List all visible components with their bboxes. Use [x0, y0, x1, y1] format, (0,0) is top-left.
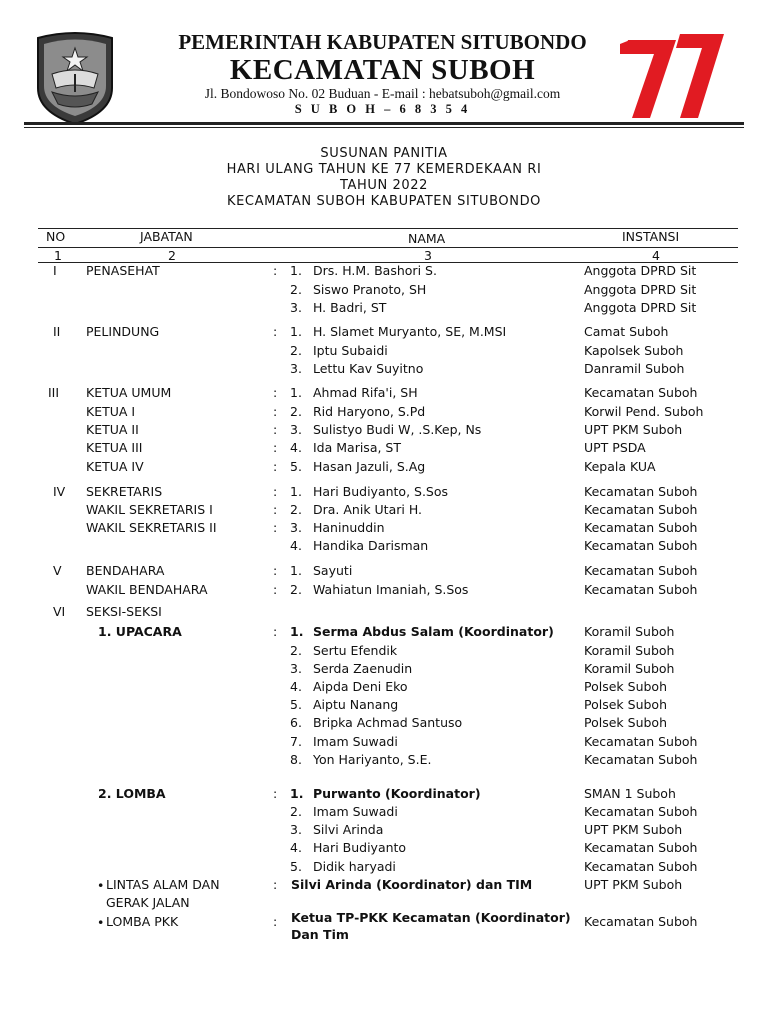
header-government: PEMERINTAH KABUPATEN SITUBONDO: [178, 30, 587, 54]
row-no: IV: [53, 484, 66, 499]
row-number: 4.: [290, 840, 302, 855]
emblem-icon: [34, 30, 116, 126]
row-nama: Ida Marisa, ST: [313, 440, 402, 455]
colon: :: [273, 385, 278, 400]
row-jabatan: WAKIL SEKRETARIS I: [86, 502, 213, 517]
row-nama: Aipda Deni Eko: [313, 679, 408, 694]
colon: :: [273, 263, 278, 278]
colon: :: [273, 484, 278, 499]
nama-lomba-pkk-2: Dan Tim: [291, 927, 349, 942]
row-nama: Hasan Jazuli, S.Ag: [313, 459, 426, 474]
header-rule-thin: [24, 127, 744, 128]
row-jabatan: KETUA IV: [86, 459, 144, 474]
row-number: 1.: [290, 324, 302, 339]
row-instansi: Koramil Suboh: [584, 624, 675, 639]
row-instansi: Polsek Suboh: [584, 697, 667, 712]
row-instansi: Kecamatan Suboh: [584, 582, 698, 597]
row-instansi: Kecamatan Suboh: [584, 734, 698, 749]
row-jabatan: PENASEHAT: [86, 263, 160, 278]
row-nama: Yon Hariyanto, S.E.: [313, 752, 432, 767]
row-instansi: Koramil Suboh: [584, 643, 675, 658]
row-no: VI: [53, 604, 66, 619]
row-nama: Haninuddin: [313, 520, 385, 535]
row-number: 1.: [290, 484, 302, 499]
row-nama: Aiptu Nanang: [313, 697, 399, 712]
row-number: 1.: [290, 624, 304, 639]
row-nama: Wahiatun Imaniah, S.Sos: [313, 582, 469, 597]
row-number: 2.: [290, 404, 302, 419]
row-nama: Hari Budiyanto: [313, 840, 407, 855]
row-instansi: Kapolsek Suboh: [584, 343, 684, 358]
header-no: NO: [46, 229, 66, 244]
jabatan-gerak-jalan: GERAK JALAN: [106, 895, 190, 910]
row-instansi: Kepala KUA: [584, 459, 656, 474]
colon: :: [273, 324, 278, 339]
instansi-lomba-pkk: Kecamatan Suboh: [584, 914, 698, 929]
row-instansi: Anggota DPRD Sit: [584, 263, 697, 278]
colnum-4: 4: [652, 248, 660, 263]
colnum-1: 1: [54, 248, 62, 263]
nama-lintas-alam: Silvi Arinda (Koordinator) dan TIM: [291, 877, 533, 892]
header-postal: S U B O H – 6 8 3 5 4: [294, 102, 471, 116]
row-instansi: Kecamatan Suboh: [584, 563, 698, 578]
row-jabatan: PELINDUNG: [86, 324, 160, 339]
bullet-icon: •: [97, 915, 105, 930]
row-jabatan: 1. UPACARA: [98, 624, 182, 639]
row-jabatan: 2. LOMBA: [98, 786, 166, 801]
header-nama: NAMA: [408, 231, 446, 246]
row-nama: H. Badri, ST: [313, 300, 387, 315]
colon: :: [273, 914, 278, 929]
jabatan-lintas-alam: LINTAS ALAM DAN: [106, 877, 220, 892]
row-no: III: [48, 385, 60, 400]
row-instansi: Camat Suboh: [584, 324, 669, 339]
row-jabatan: KETUA UMUM: [86, 385, 172, 400]
row-nama: Sayuti: [313, 563, 353, 578]
row-instansi: Polsek Suboh: [584, 715, 667, 730]
row-number: 3.: [290, 661, 302, 676]
colon: :: [273, 877, 278, 892]
row-nama: Imam Suwadi: [313, 804, 398, 819]
row-instansi: Koramil Suboh: [584, 661, 675, 676]
doc-title-1: SUSUNAN PANITIA: [320, 146, 448, 161]
row-number: 1.: [290, 563, 302, 578]
row-number: 3.: [290, 300, 302, 315]
row-nama: Drs. H.M. Bashori S.: [313, 263, 437, 278]
row-nama: Dra. Anik Utari H.: [313, 502, 422, 517]
row-no: II: [53, 324, 61, 339]
row-jabatan: SEKSI-SEKSI: [86, 604, 162, 619]
colon: :: [273, 582, 278, 597]
row-number: 1.: [290, 263, 302, 278]
row-nama: Rid Haryono, S.Pd: [313, 404, 426, 419]
row-no: V: [53, 563, 62, 578]
row-nama: H. Slamet Muryanto, SE, M.MSI: [313, 324, 507, 339]
colnum-3: 3: [424, 248, 432, 263]
row-nama: Handika Darisman: [313, 538, 429, 553]
row-nama: Silvi Arinda: [313, 822, 384, 837]
hut-77-logo: [620, 30, 726, 122]
doc-title-2: HARI ULANG TAHUN KE 77 KEMERDEKAAN RI: [226, 162, 542, 177]
row-number: 8.: [290, 752, 302, 767]
row-nama: Siswo Pranoto, SH: [313, 282, 427, 297]
row-nama: Iptu Subaidi: [313, 343, 388, 358]
row-number: 2.: [290, 502, 302, 517]
colon: :: [273, 520, 278, 535]
colon: :: [273, 624, 278, 639]
row-nama: Lettu Kav Suyitno: [313, 361, 424, 376]
row-number: 3.: [290, 520, 302, 535]
row-nama: Imam Suwadi: [313, 734, 398, 749]
hut-77-logo-icon: [620, 30, 726, 122]
row-number: 2.: [290, 282, 302, 297]
row-nama: Sertu Efendik: [313, 643, 398, 658]
row-jabatan: WAKIL BENDAHARA: [86, 582, 208, 597]
row-instansi: Kecamatan Suboh: [584, 385, 698, 400]
row-number: 5.: [290, 859, 302, 874]
row-nama: Purwanto (Koordinator): [313, 786, 481, 801]
row-jabatan: KETUA II: [86, 422, 139, 437]
row-number: 7.: [290, 734, 302, 749]
row-instansi: Kecamatan Suboh: [584, 484, 698, 499]
row-instansi: Kecamatan Suboh: [584, 520, 698, 535]
row-number: 6.: [290, 715, 302, 730]
row-nama: Hari Budiyanto, S.Sos: [313, 484, 449, 499]
row-nama: Bripka Achmad Santuso: [313, 715, 463, 730]
colon: :: [273, 422, 278, 437]
row-instansi: Anggota DPRD Sit: [584, 282, 697, 297]
row-no: I: [53, 263, 57, 278]
row-number: 2.: [290, 343, 302, 358]
row-instansi: UPT PKM Suboh: [584, 422, 683, 437]
row-number: 4.: [290, 538, 302, 553]
row-instansi: UPT PSDA: [584, 440, 646, 455]
row-jabatan: BENDAHARA: [86, 563, 165, 578]
row-instansi: Kecamatan Suboh: [584, 840, 698, 855]
row-instansi: Kecamatan Suboh: [584, 538, 698, 553]
kabupaten-emblem: [34, 30, 116, 126]
row-instansi: Kecamatan Suboh: [584, 502, 698, 517]
row-number: 5.: [290, 697, 302, 712]
header-instansi: INSTANSI: [622, 229, 680, 244]
row-instansi: Anggota DPRD Sit: [584, 300, 697, 315]
row-number: 2.: [290, 804, 302, 819]
row-number: 2.: [290, 643, 302, 658]
nama-lomba-pkk: Ketua TP-PKK Kecamatan (Koordinator): [291, 910, 571, 925]
colon: :: [273, 440, 278, 455]
bullet-icon: •: [97, 878, 105, 893]
jabatan-lomba-pkk: LOMBA PKK: [106, 914, 179, 929]
colon: :: [273, 502, 278, 517]
row-instansi: UPT PKM Suboh: [584, 822, 683, 837]
colnum-2: 2: [168, 248, 176, 263]
row-number: 1.: [290, 786, 304, 801]
header-district: KECAMATAN SUBOH: [229, 54, 536, 86]
row-jabatan: KETUA I: [86, 404, 136, 419]
row-instansi: Kecamatan Suboh: [584, 804, 698, 819]
colon: :: [273, 459, 278, 474]
row-instansi: Danramil Suboh: [584, 361, 685, 376]
doc-title-4: KECAMATAN SUBOH KABUPATEN SITUBONDO: [226, 194, 542, 209]
colon: :: [273, 563, 278, 578]
row-number: 2.: [290, 582, 302, 597]
header-rule-thick: [24, 122, 744, 125]
row-nama: Serda Zaenudin: [313, 661, 413, 676]
table-header-line: [38, 247, 738, 248]
row-number: 3.: [290, 822, 302, 837]
row-instansi: Kecamatan Suboh: [584, 752, 698, 767]
row-number: 3.: [290, 361, 302, 376]
row-jabatan: KETUA III: [86, 440, 143, 455]
row-nama: Didik haryadi: [313, 859, 396, 874]
row-jabatan: SEKRETARIS: [86, 484, 163, 499]
row-number: 4.: [290, 440, 302, 455]
row-nama: Serma Abdus Salam (Koordinator): [313, 624, 554, 639]
colon: :: [273, 786, 278, 801]
row-number: 3.: [290, 422, 302, 437]
row-instansi: Korwil Pend. Suboh: [584, 404, 704, 419]
row-instansi: Kecamatan Suboh: [584, 859, 698, 874]
row-number: 5.: [290, 459, 302, 474]
row-number: 4.: [290, 679, 302, 694]
header-jabatan: JABATAN: [140, 229, 193, 244]
colon: :: [273, 404, 278, 419]
row-nama: Sulistyo Budi W, .S.Kep, Ns: [313, 422, 482, 437]
row-instansi: SMAN 1 Suboh: [584, 786, 676, 801]
row-instansi: Polsek Suboh: [584, 679, 667, 694]
instansi-lintas-alam: UPT PKM Suboh: [584, 877, 683, 892]
row-jabatan: WAKIL SEKRETARIS II: [86, 520, 217, 535]
row-number: 1.: [290, 385, 302, 400]
header-address: Jl. Bondowoso No. 02 Buduan - E-mail : hebatsuboh@gmail.com: [204, 86, 561, 101]
row-nama: Ahmad Rifa'i, SH: [313, 385, 418, 400]
doc-title-3: TAHUN 2022: [339, 178, 429, 193]
